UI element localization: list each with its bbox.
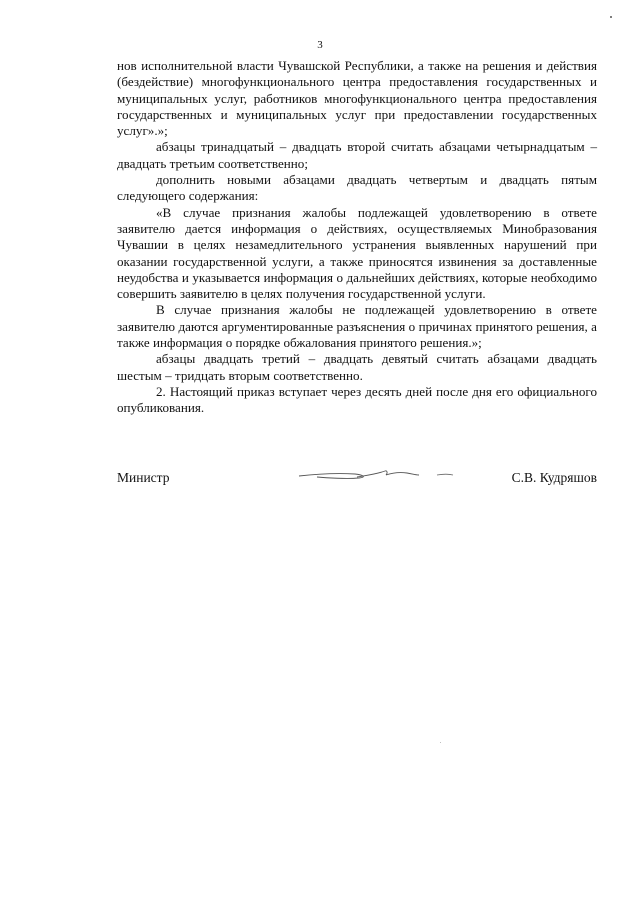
paragraph-5: В случае признания жалобы не подлежащей удовлетворению в ответе заявителю даются аргументированные разъяснения о причинах принятого решения, а также информация о порядке обжалования принятого решения.»; xyxy=(117,302,597,351)
paragraph-6: абзацы двадцать третий – двадцать девятый считать абзацами двадцать шестым – тридцать вторым соответственно. xyxy=(117,351,597,383)
scan-speck xyxy=(440,742,441,743)
scan-speck xyxy=(610,16,612,18)
signature-role: Министр xyxy=(117,470,170,485)
handwritten-signature-icon xyxy=(297,466,467,484)
paragraph-4: «В случае признания жалобы подлежащей удовлетворению в ответе заявителю дается информация о действиях, осуществляемых Минобразования Чувашии в целях незамедлительного устранения выявленных нарушений при оказании государственной услуги, а также приносятся извинения за доставленные неудобства и указывается информация о дальнейших действиях, которые необходимо совершить заявителю в целях получения государственной услуги. xyxy=(117,204,597,302)
paragraph-3: дополнить новыми абзацами двадцать четвертым и двадцать пятым следующего содержания: xyxy=(117,172,597,204)
paragraph-2: абзацы тринадцатый – двадцать второй считать абзацами четырнадцатым – двадцать третьим соответственно; xyxy=(117,139,597,171)
paragraph-7: 2. Настоящий приказ вступает через десять дней после дня его официального опубликования. xyxy=(117,383,597,416)
signature-name: С.В. Кудряшов xyxy=(511,470,597,485)
page-number: 3 xyxy=(317,39,323,51)
document-body xyxy=(117,58,597,417)
signature-block xyxy=(117,466,597,490)
paragraph-1: нов исполнительной власти Чувашской Республики, а также на решения и действия (бездействие) многофункционального центра предоставления государственных и муниципальных услуг, работников многофункционального центра предоставления государственных и муниципальных услуг при предоставлении государственных услуг».»; xyxy=(117,58,597,139)
